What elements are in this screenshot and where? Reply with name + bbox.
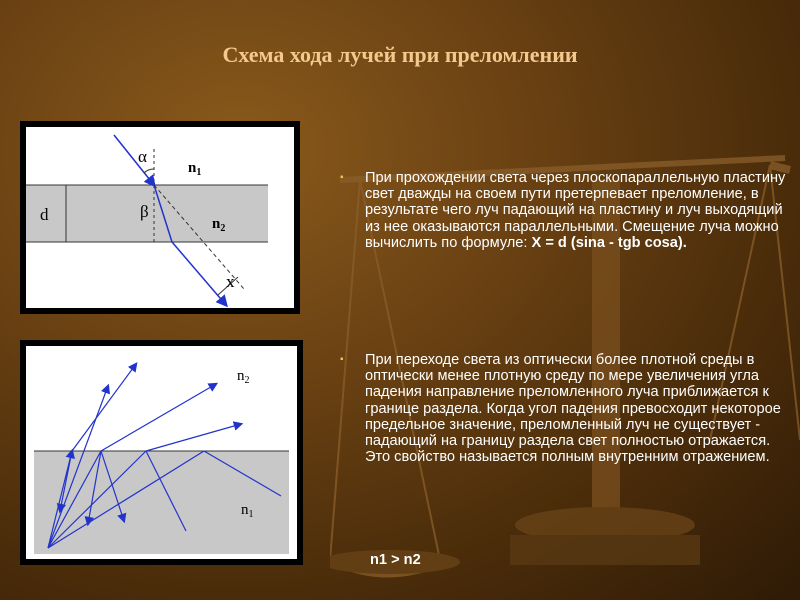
d-label: d [40, 205, 49, 224]
n2-sub: 2 [220, 223, 226, 234]
bullet-marker: ▪ [340, 172, 344, 183]
condition-formula: n1 > n2 [370, 552, 421, 568]
beta-label: β [140, 202, 149, 221]
n1-sub: 1 [196, 167, 202, 178]
plate-diagram [20, 121, 300, 314]
incident-ray [114, 135, 154, 185]
x-label: x [226, 272, 235, 291]
n1-label: n [188, 160, 197, 176]
bullet-plate-refraction [340, 170, 792, 251]
alpha-label: α [138, 147, 147, 166]
slide-title: Схема хода лучей при преломлении [222, 42, 578, 67]
svg-text:n1 [188, 160, 201, 178]
bullet1-formula: X = d (sinа - tgb cosа). [531, 234, 687, 251]
fig2-n1-label: n [241, 502, 249, 518]
bullet-text [365, 170, 792, 251]
total-internal-reflection-diagram [20, 340, 303, 565]
n2-label: n [212, 216, 221, 232]
fig2-n1-sub: 1 [248, 509, 254, 520]
bullet1-text: При прохождении света через плоскопараллельную пластину свет дважды на своем пути претерпевает преломление, в результате чего луч падающий на пластину и луч выходящий из нее оказываются параллельными. Смещение луча можно вычислить по формуле: [365, 170, 786, 251]
emergent-ray [172, 242, 226, 305]
bullet2-text: При переходе света из оптически более плотной среды в оптически менее плотную среду по мере увеличения угла падения направление преломленного луча приближается к границе раздела. Когда угол падения превосходит некоторое предельное значение, преломленный луч не существует - падающий на границу раздела свет полностью отражается. Это свойство называется полным внутренним отражением. [365, 352, 781, 466]
fig2-n2-label: n [237, 368, 245, 384]
bullet-marker: ▪ [340, 354, 344, 365]
svg-text:n2 [237, 368, 250, 386]
bullet-total-internal-reflection [340, 352, 792, 465]
fig2-n2-sub: 2 [244, 375, 250, 386]
